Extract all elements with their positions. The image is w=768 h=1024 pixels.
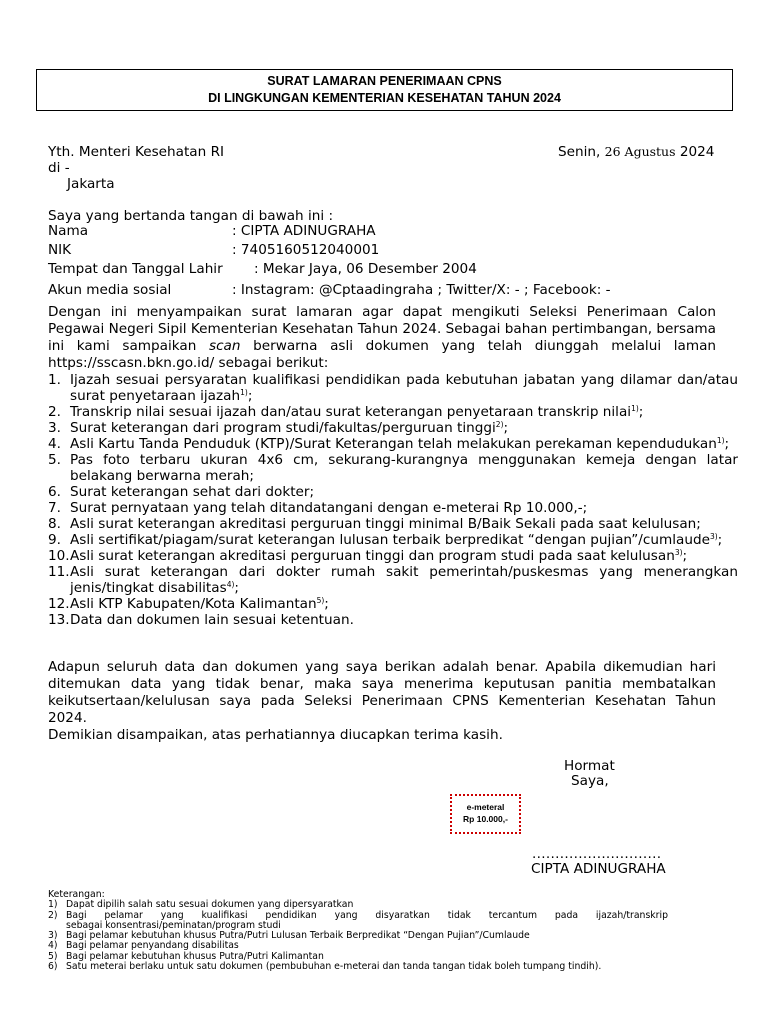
letter-title-box [36, 69, 733, 111]
notes-section [48, 890, 668, 972]
list-item-text: Pas foto terbaru ukuran 4x6 cm, sekurang-kurangnya menggunakan kemeja dengan latar belakang berwarna merah; [70, 452, 738, 484]
list-item-number: 1. [48, 372, 61, 388]
footnote-ref: 5) [316, 596, 325, 605]
list-item-text: Transkrip nilai sesuai ijazah dan/atau surat keterangan penyetaraan transkrip nilai [70, 404, 632, 420]
note-number: 5) [48, 950, 58, 962]
list-item-tail: ; [234, 580, 239, 596]
list-item [48, 452, 738, 484]
birth-label: Tempat dan Tanggal Lahir [48, 261, 223, 277]
list-item-text: Asli surat keterangan dari dokter rumah sakit pemerintah/puskesmas yang menerangkan jenis/tingkat disabilitas [70, 564, 738, 596]
list-item-text: Ijazah sesuai persyaratan kualifikasi pendidikan pada kebutuhan jabatan yang dilamar dan/atau surat penyetaraan ijazah [70, 372, 738, 404]
list-item-number: 13. [48, 612, 70, 628]
list-item [48, 484, 738, 500]
intro-text: Saya yang bertanda tangan di bawah ini : [48, 208, 334, 224]
title-line-2: DI LINGKUNGAN KEMENTERIAN KESEHATAN TAHUN 2024 [208, 91, 561, 105]
note-text: Bagi pelamar penyandang disabilitas [66, 940, 239, 952]
addressee-city: Jakarta [67, 176, 115, 192]
list-item [48, 436, 738, 452]
signature-name: CIPTA ADINUGRAHA [531, 861, 666, 877]
note-text: Dapat dipilih salah satu sesuai dokumen yang dipersyaratkan [66, 899, 354, 911]
list-item-tail: ; [247, 388, 253, 404]
note-text: Bagi pelamar kebutuhan khusus Putra/Putri Kalimantan [66, 950, 324, 962]
list-item-text: Surat keterangan sehat dari dokter; [70, 484, 315, 500]
list-item [48, 404, 738, 420]
list-item-text: Asli surat keterangan akreditasi perguruan tinggi dan program studi pada saat kelulusan [70, 548, 675, 564]
footnote-ref: 1) [716, 436, 725, 445]
list-item-number: 8. [48, 516, 61, 532]
e-meterai-stamp [450, 794, 521, 834]
date-text: 26 Agustus [604, 144, 676, 159]
list-item-tail: ; [638, 404, 644, 420]
list-item-text: Data dan dokumen lain sesuai ketentuan. [70, 612, 354, 628]
list-item-number: 3. [48, 420, 61, 436]
list-item-tail: ; [503, 420, 509, 436]
title-line-1: SURAT LAMARAN PENERIMAAN CPNS [267, 74, 502, 88]
list-item [48, 500, 738, 516]
list-item-text: Surat pernyataan yang telah ditandatangani dengan e-meterai Rp 10.000,-; [70, 500, 588, 516]
letter-date [558, 144, 714, 160]
list-item [48, 372, 738, 404]
body-paragraph [48, 304, 716, 372]
body-part-2: berwarna asli dokumen yang telah diunggah melalui laman https://sscasn.bkn.go.id/ sebagai berikut: [48, 338, 717, 371]
footnote-ref: 3) [674, 548, 683, 557]
list-item [48, 548, 738, 564]
list-item-text: Surat keterangan dari program studi/fakultas/perguruan tinggi [70, 420, 496, 436]
footnote-ref: 1) [240, 388, 248, 397]
meterai-amount: Rp 10.000,- [463, 814, 508, 824]
date-day: Senin, [558, 144, 601, 160]
list-item-tail: ; [682, 548, 688, 564]
scan-word: scan [208, 338, 241, 354]
statement-paragraph: Adapun seluruh data dan dokumen yang saya berikan adalah benar. Apabila dikemudian hari ditemukan data yang tidak benar, maka saya menerima keputusan panitia membatalkan keikutsertaan/kelulusan saya pada Seleksi Penerimaan CPNS Kementerian Kesehatan Tahun 2024. [48, 659, 716, 726]
list-item-tail: ; [717, 532, 723, 548]
social-media-label: Akun media sosial [48, 282, 172, 298]
signature-dots: ............................ [532, 846, 662, 862]
list-item [48, 596, 738, 612]
meterai-label: e-meteral [466, 802, 505, 812]
list-item-number: 12. [48, 596, 70, 612]
name-value: : CIPTA ADINUGRAHA [232, 223, 376, 239]
note-number: 6) [48, 961, 58, 973]
list-item [48, 564, 738, 596]
list-item-number: 2. [48, 404, 61, 420]
list-item [48, 532, 738, 548]
list-item-text: Asli KTP Kabupaten/Kota Kalimantan [70, 596, 317, 612]
list-item [48, 420, 738, 436]
note-item [48, 962, 668, 972]
note-text: Bagi pelamar yang kualifikasi pendidikan yang disyaratkan tidak tercantum pada ijazah/transkrip [66, 909, 668, 921]
list-item-number: 6. [48, 484, 61, 500]
nik-value: : 7405160512040001 [232, 242, 380, 258]
footnote-ref: 3) [709, 532, 718, 541]
footnote-ref: 4) [226, 580, 235, 589]
name-label: Nama [48, 223, 89, 239]
list-item-number: 10. [48, 548, 70, 564]
list-item-number: 4. [48, 436, 61, 452]
signature-saya: Saya, [571, 773, 609, 789]
signature-hormat: Hormat [564, 758, 615, 774]
addressee-line-1: Yth. Menteri Kesehatan RI [48, 144, 225, 160]
note-text: sebagai konsentrasi/peminatan/program studi [66, 919, 281, 931]
birth-value: : Mekar Jaya, 06 Desember 2004 [254, 261, 477, 277]
list-item-number: 9. [48, 532, 61, 548]
note-number: 1) [48, 899, 58, 911]
list-item-tail: ; [724, 436, 730, 452]
list-item-number: 5. [48, 452, 61, 468]
note-text: Bagi pelamar kebutuhan khusus Putra/Putri Lulusan Terbaik Berpredikat “Dengan Pujian”/Cumlaude [66, 930, 530, 942]
list-item-number: 11. [48, 564, 70, 580]
list-item [48, 612, 738, 628]
notes-heading: Keterangan: [48, 889, 105, 900]
list-item-text: Asli surat keterangan akreditasi perguruan tinggi minimal B/Baik Sekali pada saat kelulusan; [70, 516, 701, 532]
body-part-1: Dengan ini menyampaikan surat lamaran agar dapat mengikuti Seleksi Penerimaan Calon Pegawai Negeri Sipil Kementerian Kesehatan Tahun 2024. Sebagai bahan pertimbangan, bersama ini kami sampaikan [48, 304, 716, 354]
nik-label: NIK [48, 242, 72, 258]
note-text: Satu meterai berlaku untuk satu dokumen (pembubuhan e-meterai dan tanda tangan tidak boleh tumpang tindih). [66, 961, 602, 973]
list-item-number: 7. [48, 500, 61, 516]
list-item [48, 516, 738, 532]
document-list [48, 372, 738, 628]
list-item-text: Asli sertifikat/piagam/surat keterangan lulusan terbaik berpredikat “dengan pujian”/cumlaude [70, 532, 710, 548]
list-item-tail: ; [324, 596, 329, 612]
note-number: 3) [48, 930, 58, 942]
addressee-line-2: di - [48, 160, 70, 176]
note-number: 4) [48, 940, 58, 952]
note-number: 2) [48, 909, 58, 921]
footnote-ref: 2) [495, 420, 504, 429]
footnote-ref: 1) [631, 404, 639, 413]
date-year: 2024 [679, 144, 715, 160]
list-item-text: Asli Kartu Tanda Penduduk (KTP)/Surat Keterangan telah melakukan perekaman kependudukan [70, 436, 717, 452]
social-media-value: : Instagram: @Cptaadingraha ; Twitter/X: - ; Facebook: - [232, 282, 611, 298]
closing-text: Demikian disampaikan, atas perhatiannya diucapkan terima kasih. [48, 727, 503, 743]
